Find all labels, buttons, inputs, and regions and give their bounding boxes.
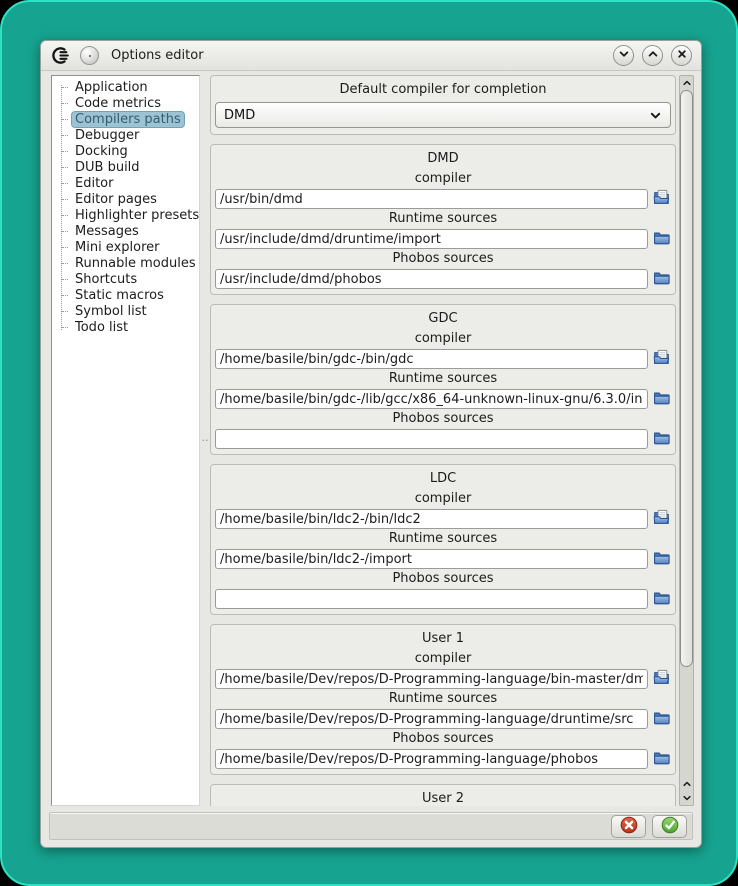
section-user1: [210, 624, 676, 775]
user1-compiler-browse-button[interactable]: [651, 669, 671, 689]
field-label: Phobos sources: [392, 571, 494, 586]
sidebar-item-symbol-list[interactable]: Symbol list: [52, 303, 199, 319]
ldc-phobos-browse-button[interactable]: [651, 589, 671, 609]
field-label: Runtime sources: [388, 211, 498, 226]
sidebar-item-shortcuts[interactable]: Shortcuts: [52, 271, 199, 287]
sidebar-item-editor[interactable]: Editor: [52, 175, 199, 191]
section-gdc: [210, 304, 676, 455]
sidebar-item-todo-list[interactable]: Todo list: [52, 319, 199, 335]
open-file-icon: [653, 349, 670, 369]
chevron-up-icon: [682, 777, 692, 792]
main-scrollbar[interactable]: [679, 75, 694, 806]
coedit-logo-icon: [50, 45, 72, 67]
footer-bar: [49, 812, 693, 840]
field-label: Runtime sources: [388, 531, 498, 546]
section-title: GDC: [428, 311, 458, 326]
default-compiler-group: [210, 75, 676, 135]
dmd-phobos-browse-button[interactable]: [651, 269, 671, 289]
close-button[interactable]: [671, 45, 692, 66]
sidebar-item-code-metrics[interactable]: Code metrics: [52, 95, 199, 111]
field-label: compiler: [414, 651, 472, 666]
gdc-phobos-browse-button[interactable]: [651, 429, 671, 449]
field-label: Runtime sources: [388, 691, 498, 706]
folder-icon: [653, 749, 670, 769]
section-ldc: [210, 464, 676, 615]
default-compiler-value: DMD: [224, 107, 256, 123]
ldc-compiler-input[interactable]: [215, 509, 648, 529]
field-label: compiler: [414, 491, 472, 506]
open-file-icon: [653, 669, 670, 689]
dmd-phobos-sources-input[interactable]: [215, 269, 648, 289]
scrollbar-thumb[interactable]: [680, 90, 693, 667]
open-file-icon: [653, 189, 670, 209]
chevron-down-icon: [649, 109, 662, 122]
scrollbar-track[interactable]: [680, 90, 693, 777]
scrollbar-up-button-bottom[interactable]: [680, 777, 693, 791]
user1-phobos-sources-input[interactable]: [215, 749, 648, 769]
open-file-icon: [653, 509, 670, 529]
folder-icon: [653, 269, 670, 289]
gdc-compiler-input[interactable]: [215, 349, 648, 369]
sidebar-item-dub-build[interactable]: DUB build: [52, 159, 199, 175]
dmd-compiler-input[interactable]: [215, 189, 648, 209]
section-user2: [210, 784, 676, 806]
cancel-button[interactable]: [611, 815, 646, 838]
chevron-down-icon: [682, 791, 692, 806]
accept-button[interactable]: [652, 815, 687, 838]
field-label: Phobos sources: [392, 731, 494, 746]
close-icon: [676, 48, 688, 63]
field-label: Phobos sources: [392, 411, 494, 426]
field-label: compiler: [414, 331, 472, 346]
sidebar-splitter[interactable]: ··: [201, 434, 209, 447]
scrollbar-up-button[interactable]: [680, 76, 693, 90]
user1-phobos-browse-button[interactable]: [651, 749, 671, 769]
default-compiler-select[interactable]: [215, 102, 671, 128]
chevron-up-icon: [682, 76, 692, 91]
section-title: DMD: [427, 151, 459, 166]
gdc-runtime-browse-button[interactable]: [651, 389, 671, 409]
accept-icon: [661, 816, 679, 837]
categories-sidebar: [51, 75, 200, 806]
folder-icon: [653, 389, 670, 409]
sidebar-item-debugger[interactable]: Debugger: [52, 127, 199, 143]
content-area: [41, 71, 701, 810]
section-title: User 1: [421, 631, 465, 646]
field-label: Runtime sources: [388, 371, 498, 386]
folder-icon: [653, 429, 670, 449]
folder-icon: [653, 549, 670, 569]
maximize-button[interactable]: [642, 45, 663, 66]
compilers-paths-panel: [210, 75, 676, 806]
folder-icon: [653, 229, 670, 249]
titlebar-menu-button[interactable]: [80, 46, 99, 65]
ldc-compiler-browse-button[interactable]: [651, 509, 671, 529]
sidebar-item-runnable-modules[interactable]: Runnable modules: [52, 255, 199, 271]
gdc-phobos-sources-input[interactable]: [215, 429, 648, 449]
scrollbar-down-button[interactable]: [680, 791, 693, 805]
ldc-runtime-sources-input[interactable]: [215, 549, 648, 569]
user1-runtime-sources-input[interactable]: [215, 709, 648, 729]
gdc-runtime-sources-input[interactable]: [215, 389, 648, 409]
options-editor-window: [40, 40, 702, 848]
section-title: LDC: [429, 471, 457, 486]
cancel-icon: [620, 816, 638, 837]
dmd-compiler-browse-button[interactable]: [651, 189, 671, 209]
section-title: User 2: [421, 791, 465, 806]
sidebar-item-docking[interactable]: Docking: [52, 143, 199, 159]
minimize-button[interactable]: [613, 45, 634, 66]
section-dmd: [210, 144, 676, 295]
ldc-phobos-sources-input[interactable]: [215, 589, 648, 609]
gdc-compiler-browse-button[interactable]: [651, 349, 671, 369]
user1-compiler-input[interactable]: [215, 669, 648, 689]
sidebar-item-static-macros[interactable]: Static macros: [52, 287, 199, 303]
folder-icon: [653, 589, 670, 609]
chevron-down-icon: [618, 48, 630, 63]
window-title: Options editor: [111, 48, 204, 63]
chevron-up-icon: [647, 48, 659, 63]
field-label: compiler: [414, 171, 472, 186]
sidebar-item-mini-explorer[interactable]: Mini explorer: [52, 239, 199, 255]
sidebar-item-editor-pages[interactable]: Editor pages: [52, 191, 199, 207]
default-compiler-title: Default compiler for completion: [339, 82, 547, 97]
ldc-runtime-browse-button[interactable]: [651, 549, 671, 569]
dmd-runtime-browse-button[interactable]: [651, 229, 671, 249]
user1-runtime-browse-button[interactable]: [651, 709, 671, 729]
dmd-runtime-sources-input[interactable]: [215, 229, 648, 249]
sidebar-item-compilers-paths[interactable]: Compilers paths: [52, 111, 199, 127]
field-label: Phobos sources: [392, 251, 494, 266]
sidebar-item-application[interactable]: Application: [52, 79, 199, 95]
categories-tree: [52, 79, 199, 335]
titlebar: [41, 41, 701, 71]
folder-icon: [653, 709, 670, 729]
sidebar-item-highlighter-presets[interactable]: Highlighter presets: [52, 207, 199, 223]
sidebar-item-messages[interactable]: Messages: [52, 223, 199, 239]
